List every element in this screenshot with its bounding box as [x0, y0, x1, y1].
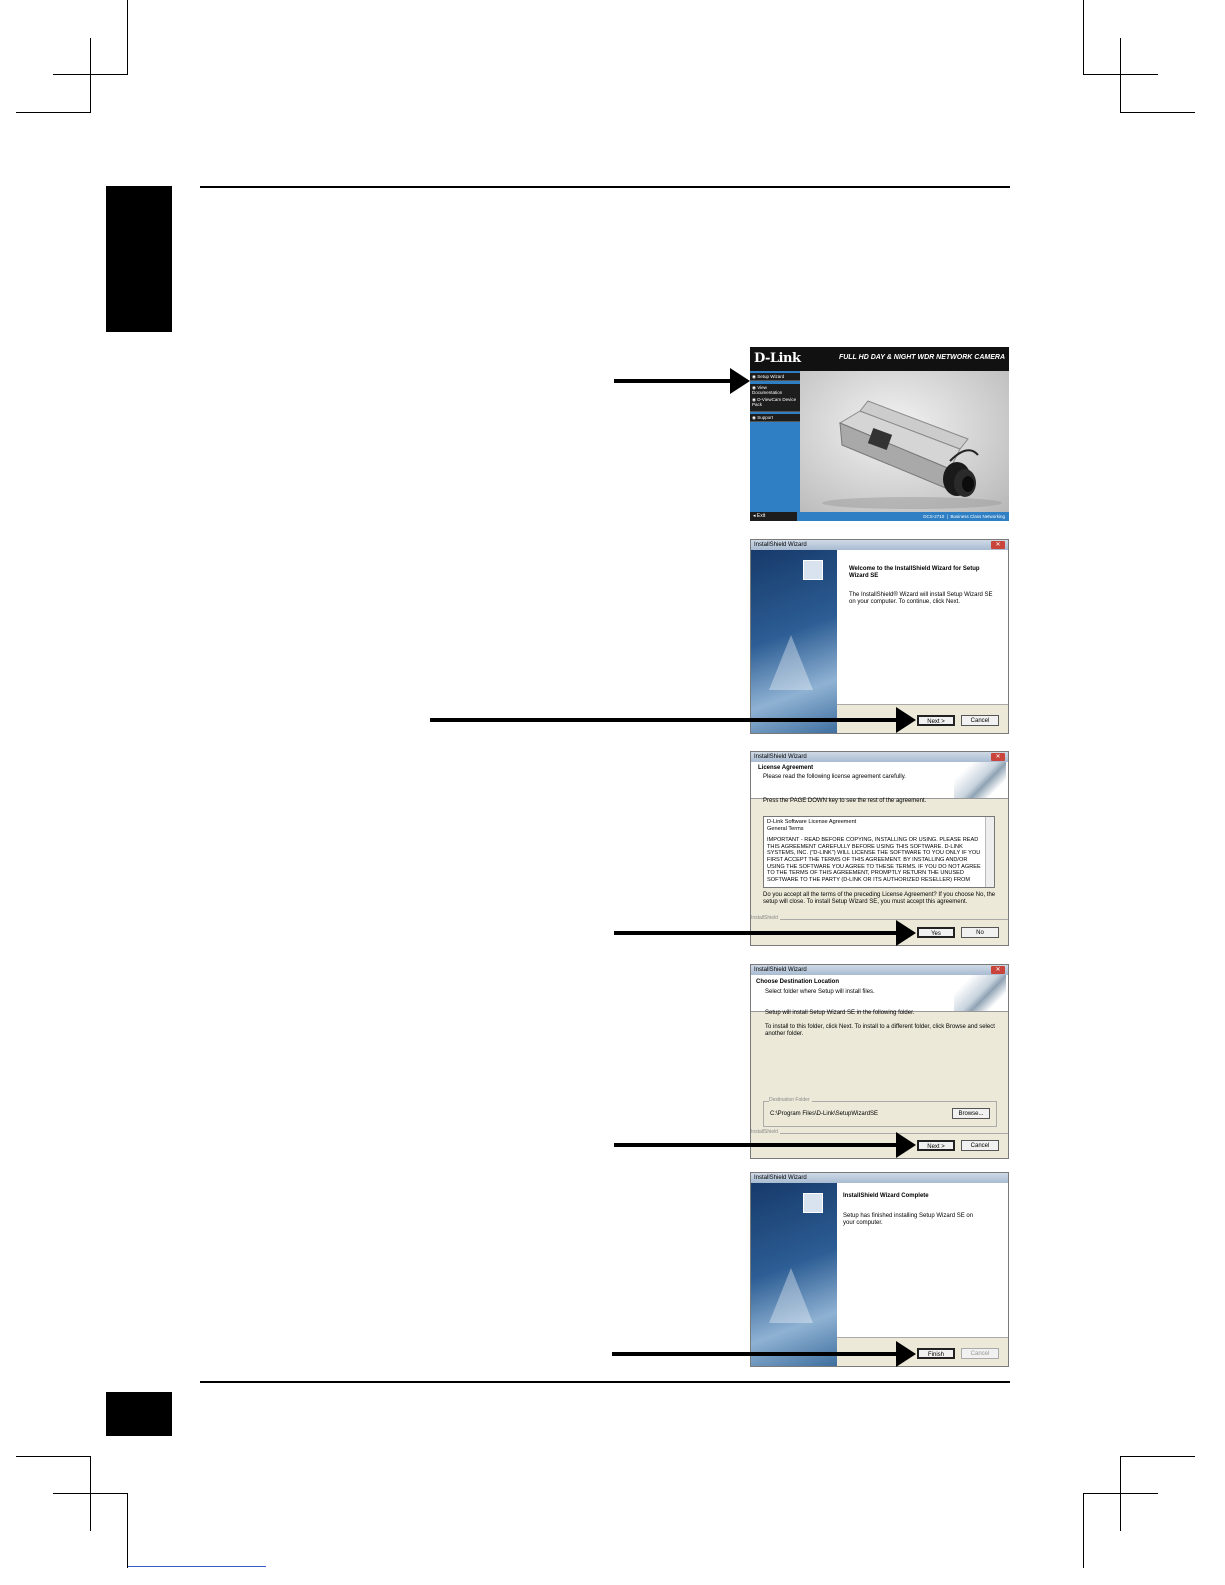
menu-item-setup-wizard[interactable]: ◉ Setup Wizard: [750, 373, 800, 381]
arrow-to-next-button-2: [614, 1132, 916, 1158]
license-screenshot: [750, 751, 1009, 946]
dlink-logo: D-Link: [754, 351, 801, 366]
license-heading: License Agreement: [758, 765, 814, 771]
welcome-body: The InstallShield® Wizard will install Setup Wizard SE on your computer. To continue, click Next.: [849, 592, 993, 605]
installshield-footer-label: InstallShield: [751, 1129, 778, 1135]
crop-mark: [16, 1456, 91, 1457]
complete-heading: InstallShield Wizard Complete: [843, 1193, 929, 1199]
destination-subheading: Select folder where Setup will install files.: [765, 989, 875, 995]
license-title: D-Link Software License Agreement: [767, 819, 857, 825]
license-question: Do you accept all the terms of the preceding License Agreement? If you choose No, the setup will close. To install Setup Wizard SE, you must accept this agreement.: [763, 892, 996, 905]
next-button[interactable]: Next >: [917, 1140, 955, 1151]
destination-group-label: Destination Folder: [769, 1097, 810, 1103]
top-rule: [200, 186, 1010, 188]
crop-mark: [127, 0, 128, 75]
complete-screenshot: [750, 1172, 1009, 1367]
menu-item-support[interactable]: ◉ Support: [750, 414, 800, 422]
welcome-screenshot: [750, 539, 1009, 734]
license-general-terms: General Terms: [767, 825, 804, 832]
destination-line2: To install to this folder, click Next. To install to a different folder, click Browse and select another folder.: [765, 1024, 995, 1037]
installshield-footer-label: InstallShield: [751, 915, 778, 921]
cancel-button[interactable]: Cancel: [961, 715, 999, 726]
product-tagline: FULL HD DAY & NIGHT WDR NETWORK CAMERA: [838, 354, 1005, 361]
crop-mark: [16, 112, 91, 113]
window-titlebar: InstallShield Wizard ✕: [751, 965, 1008, 975]
license-text-box[interactable]: [763, 816, 995, 888]
arrow-to-yes-button: [614, 920, 916, 946]
menu-item-dviewcam[interactable]: ◉ D-ViewCam Device Pack: [750, 396, 800, 412]
destination-heading: Choose Destination Location: [756, 979, 840, 985]
arrow-to-finish-button: [612, 1341, 916, 1367]
destination-line1: Setup will install Setup Wizard SE in the following folder.: [765, 1010, 915, 1016]
window-titlebar: InstallShield Wizard: [751, 1173, 1008, 1183]
autorun-header: [750, 347, 1009, 371]
license-scrollbar[interactable]: [985, 817, 994, 887]
destination-screenshot: [750, 964, 1009, 1159]
crop-mark: [127, 1493, 128, 1568]
finish-button[interactable]: Finish: [917, 1348, 955, 1359]
license-subheading: Please read the following license agreement carefully.: [763, 774, 906, 780]
license-body: IMPORTANT - READ BEFORE COPYING, INSTALLING OR USING. PLEASE READ THIS AGREEMENT CAREFULLY BEFORE USING THIS SOFTWARE. D-LINK SYSTEMS, INC. ("D-LINK") WILL LICENSE THE SOFTWARE TO YOU ONLY IF YOU FIRST ACCEPT THE TERMS OF THIS AGREEMENT. BY INSTALLING AND/OR USING THE SOFTWARE YOU AGREE TO THESE TERMS. IF YOU DO NOT AGREE TO THE TERMS OF THIS AGREEMENT, PROMPTLY RETURN THE UNUSED SOFTWARE TO THE PARTY (D-LINK OR ITS AUTHORIZED RESELLER) FROM: [767, 837, 981, 883]
complete-body: Setup has finished installing Setup Wizard SE on your computer.: [843, 1213, 974, 1226]
crop-mark: [90, 38, 91, 113]
welcome-heading: Welcome to the InstallShield Wizard for Setup Wizard SE: [849, 566, 980, 579]
crop-mark: [1083, 1493, 1158, 1494]
installshield-logo: [803, 1193, 823, 1213]
window-titlebar: InstallShield Wizard ✕: [751, 752, 1008, 762]
crop-mark: [1083, 0, 1084, 75]
language-tab: [106, 186, 172, 332]
crop-mark: [1120, 38, 1121, 113]
cancel-button[interactable]: Cancel: [961, 1140, 999, 1151]
footer-tagline: Business Class Networking: [950, 514, 1005, 519]
menu-item-view-documentation[interactable]: ◉ View Documentation: [750, 384, 800, 397]
autorun-screenshot: [750, 347, 1009, 521]
yes-button[interactable]: Yes: [917, 927, 955, 938]
page-number-tab: [106, 1392, 172, 1436]
exit-button[interactable]: ◂ Exit: [750, 512, 797, 521]
license-instruction: Press the PAGE DOWN key to see the rest of the agreement.: [763, 798, 927, 804]
arrow-to-setup-wizard: [614, 368, 750, 394]
close-icon[interactable]: ✕: [991, 541, 1005, 549]
destination-path: C:\Program Files\D-Link\SetupWizardSE: [770, 1111, 879, 1117]
wizard-sidebar-graphic: [751, 1183, 837, 1366]
close-icon[interactable]: ✕: [991, 966, 1005, 974]
camera-image-area: [800, 371, 1009, 512]
model-label: DCS-2710: [923, 514, 945, 519]
bottom-rule: [200, 1381, 1010, 1383]
crop-mark: [1120, 1456, 1195, 1457]
crop-mark: [1083, 1493, 1084, 1568]
no-button[interactable]: No: [961, 927, 999, 938]
cancel-button-disabled: Cancel: [961, 1348, 999, 1359]
camera-image: [800, 371, 1009, 512]
crop-mark: [53, 1493, 128, 1494]
bottom-link-underline: [128, 1566, 266, 1567]
window-titlebar: InstallShield Wizard ✕: [751, 540, 1008, 550]
wizard-sidebar-graphic: [751, 550, 837, 733]
next-button[interactable]: Next >: [917, 715, 955, 726]
browse-button[interactable]: Browse...: [952, 1108, 990, 1119]
autorun-footer: DCS-2710 | Business Class Networking: [750, 512, 1009, 521]
installshield-logo: [803, 560, 823, 580]
close-icon[interactable]: ✕: [991, 753, 1005, 761]
arrow-to-next-button: [430, 707, 916, 733]
crop-mark: [1120, 112, 1195, 113]
